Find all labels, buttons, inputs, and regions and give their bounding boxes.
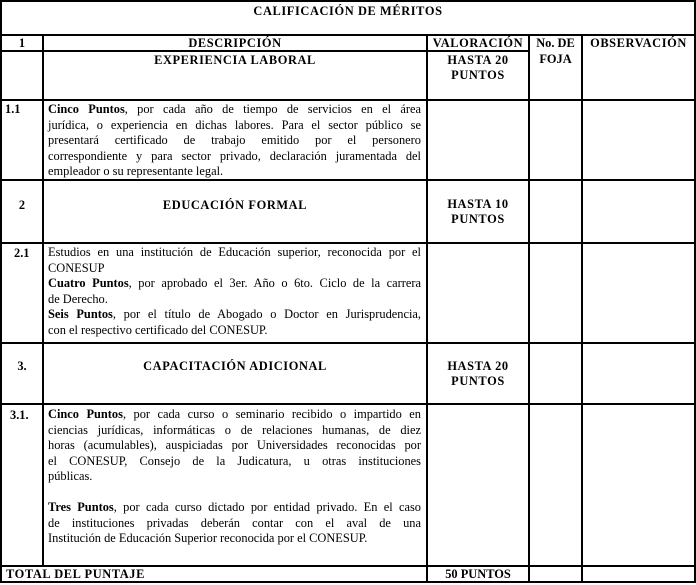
rule-before-2-1 bbox=[0, 242, 696, 244]
item-2-1-line: de Derecho. bbox=[48, 291, 108, 306]
rule-col-val bbox=[528, 34, 530, 583]
item-1-1-line: jurídica, o experiencia en dichas labores. Para el sector público se bbox=[48, 117, 421, 132]
item-3-1-line: horas (acumulables), auspiciadas por Universidades reconocidas por bbox=[48, 438, 421, 452]
rule-col-desc bbox=[426, 34, 428, 583]
item-2-1-text bbox=[48, 245, 421, 338]
rule-before-3 bbox=[0, 342, 696, 344]
item-1-1-text bbox=[48, 102, 421, 180]
item-3-1-text bbox=[48, 407, 421, 547]
section-1-valoracion-line2: PUNTOS bbox=[451, 68, 505, 82]
item-3-1-line: ciencias jurídicas, informáticas o de relaciones humanas, de diez bbox=[48, 422, 421, 437]
item-1-1-line: empleador o su representante legal. bbox=[48, 164, 224, 178]
section-3-valoracion-line1: HASTA 20 bbox=[447, 359, 509, 373]
header-foja-line2: FOJA bbox=[539, 52, 572, 66]
item-2-1-line: CONESUP bbox=[48, 260, 105, 275]
section-3-title: CAPACITACIÓN ADICIONAL bbox=[143, 359, 327, 373]
item-2-1-line: , por el título de Abogado o Doctor en Jurisprudencia, bbox=[112, 307, 421, 321]
rule-before-3-1 bbox=[0, 403, 696, 405]
header-valoracion: VALORACIÓN bbox=[432, 36, 524, 50]
item-3-1-bold-tres: Tres Puntos bbox=[48, 500, 114, 514]
item-3-1-line: de instituciones privadas deberán contar con el aval de una bbox=[48, 515, 421, 530]
rule-col-num bbox=[42, 34, 44, 565]
item-2-1-line: con el respectivo certificado del CONESUP. bbox=[48, 322, 268, 337]
header-observacion: OBSERVACIÓN bbox=[590, 36, 687, 50]
item-1-1-num: 1.1 bbox=[5, 102, 21, 116]
section-1-title: EXPERIENCIA LABORAL bbox=[154, 53, 316, 67]
item-2-1-num: 2.1 bbox=[14, 246, 30, 260]
item-3-1-line: el CONESUP, Consejo de la Judicatura, u otras instituciones bbox=[48, 453, 421, 468]
item-3-1-num: 3.1. bbox=[10, 408, 29, 422]
item-2-1-bold-seis: Seis Puntos bbox=[48, 307, 113, 321]
rule-left bbox=[0, 0, 2, 583]
paragraph-spacer bbox=[48, 485, 421, 501]
item-1-1-bold: Cinco Puntos bbox=[48, 102, 125, 116]
item-1-1-line: correspondiente y para sector privado, declaración juramentada del bbox=[48, 148, 421, 163]
rule-before-1-1 bbox=[0, 99, 696, 101]
header-foja-line1: No. DE bbox=[536, 36, 575, 50]
header-descripcion: DESCRIPCIÓN bbox=[188, 36, 282, 50]
item-1-1-line: , por cada año de tiempo de servicios en el área bbox=[124, 102, 421, 116]
total-value: 50 PUNTOS bbox=[445, 567, 511, 581]
item-2-1-line: , por aprobado el 3er. Año o 6to. Ciclo de la carrera bbox=[128, 276, 421, 290]
total-label: TOTAL DEL PUNTAJE bbox=[6, 567, 145, 581]
section-2-title: EDUCACIÓN FORMAL bbox=[162, 198, 308, 212]
item-3-1-line: , por cada curso o seminario recibido o impartido en bbox=[122, 407, 421, 421]
item-3-1-line: Institución de Educación Superior reconocida por el CONESUP. bbox=[48, 531, 368, 545]
item-2-1-bold-cuatro: Cuatro Puntos bbox=[48, 276, 129, 290]
item-1-1-line: presentará certificado de trabajo emitido por el personero bbox=[48, 133, 421, 147]
section-3-valoracion-line2: PUNTOS bbox=[451, 374, 505, 388]
header-num: 1 bbox=[18, 36, 26, 50]
table-title: CALIFICACIÓN DE MÉRITOS bbox=[253, 4, 443, 18]
item-3-1-line: públicas. bbox=[48, 469, 93, 483]
item-3-1-bold-cinco: Cinco Puntos bbox=[48, 407, 123, 421]
section-1-valoracion-line1: HASTA 20 bbox=[447, 53, 509, 67]
section-3-num: 3. bbox=[17, 359, 27, 373]
section-2-valoracion-line1: HASTA 10 bbox=[447, 197, 509, 211]
item-2-1-line: Estudios en una institución de Educación superior, reconocida por el bbox=[48, 245, 421, 259]
item-3-1-line: , por cada curso dictado por entidad privado. En el caso bbox=[113, 500, 421, 514]
section-2-valoracion-line2: PUNTOS bbox=[451, 212, 505, 226]
rule-top bbox=[0, 0, 696, 2]
rule-col-foja bbox=[581, 34, 583, 583]
section-2-num: 2 bbox=[18, 198, 26, 212]
